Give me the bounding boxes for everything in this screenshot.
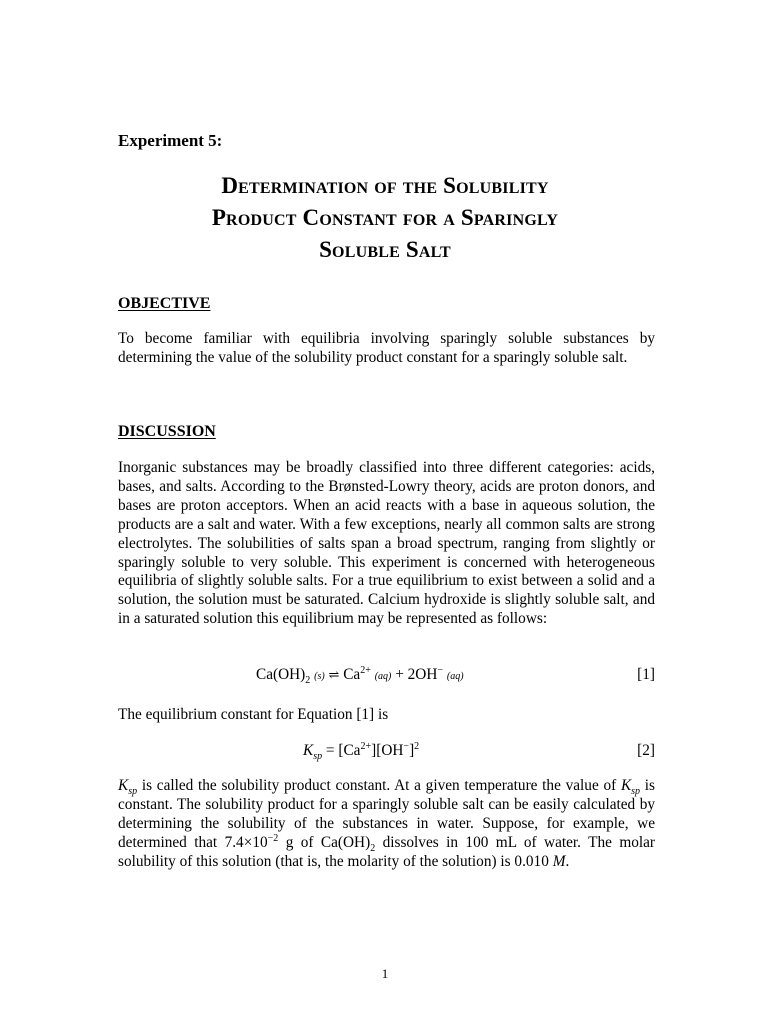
ksp-symbol-2: K (620, 777, 632, 794)
paragraph-2-part-a: is called the solubility product constant. At a given temperature the value of (141, 777, 617, 794)
paragraph-2-part-c: g of Ca(OH) (285, 833, 371, 851)
subscript-2: 2 (370, 842, 376, 854)
ksp-subscript-1: sp (128, 786, 138, 798)
title-line-2: Product Constant for a Sparingly (211, 205, 559, 230)
ksp-subscript-2: sp (631, 786, 641, 798)
discussion-paragraph-1: Inorganic substances may be broadly classified into three different categories: acids, bases, and salts. According to the Brønsted-Lowry theory, acids are proton donors, and bases are proton acceptors. When an acid reacts with a base in aqueous solution, the products are a salt and water. With a few exceptions, nearly all common salts are strong electrolytes. The solubilities of salts span a broad spectrum, ranging from slightly or sparingly soluble to very soluble. This experiment is concerned with heterogeneous equilibria of slightly soluble salts. For a true equilibrium to exist between a solid and a solution, the solution must be saturated. Calcium hydroxide is slightly soluble salt, and in a saturated solution this equilibrium may be represented as follows: (118, 459, 655, 628)
discussion-heading: DISCUSSION (118, 423, 216, 440)
objective-heading: OBJECTIVE (118, 295, 211, 312)
paragraph-2-part-d: dissolves in 100 mL of water. The molar solubility of this solution (that is, the molarity of the solution) is 0.010 (118, 833, 655, 870)
molar-unit: M (552, 852, 566, 870)
page-number: 1 (381, 966, 389, 981)
period: . (565, 852, 570, 870)
objective-paragraph: To become familiar with equilibria involving sparingly soluble substances by determining the value of the solubility product constant for a sparingly soluble salt. (118, 330, 655, 366)
equation-2: $K_{sp} = [Ca^{2+}][OH^-]^2$ (303, 740, 420, 763)
discussion-paragraph-2 (118, 777, 655, 872)
document-title (100, 170, 670, 266)
equation-intro: The equilibrium constant for Equation [1] is (118, 706, 389, 723)
ksp-symbol-1: K (118, 777, 129, 794)
experiment-label: Experiment 5: (118, 131, 223, 150)
paragraph-2-part-b: is constant. The solubility product for a sparingly soluble salt can be easily calculated by determining the solubility of the substances in water. Suppose, for example, we determined that 7.4×10 (118, 777, 655, 851)
exponent: −2 (267, 832, 279, 844)
equation-1: $Ca(OH)_2$ (s) ⇌ $Ca^{2+}$ (aq) + 2OH− (aq) (256, 664, 464, 687)
title-line-1: Determination of the Solubility (221, 173, 549, 198)
title-line-3: Soluble Salt (319, 237, 451, 262)
equation-2-number: [2] (637, 742, 655, 759)
equation-1-number: [1] (637, 666, 655, 683)
